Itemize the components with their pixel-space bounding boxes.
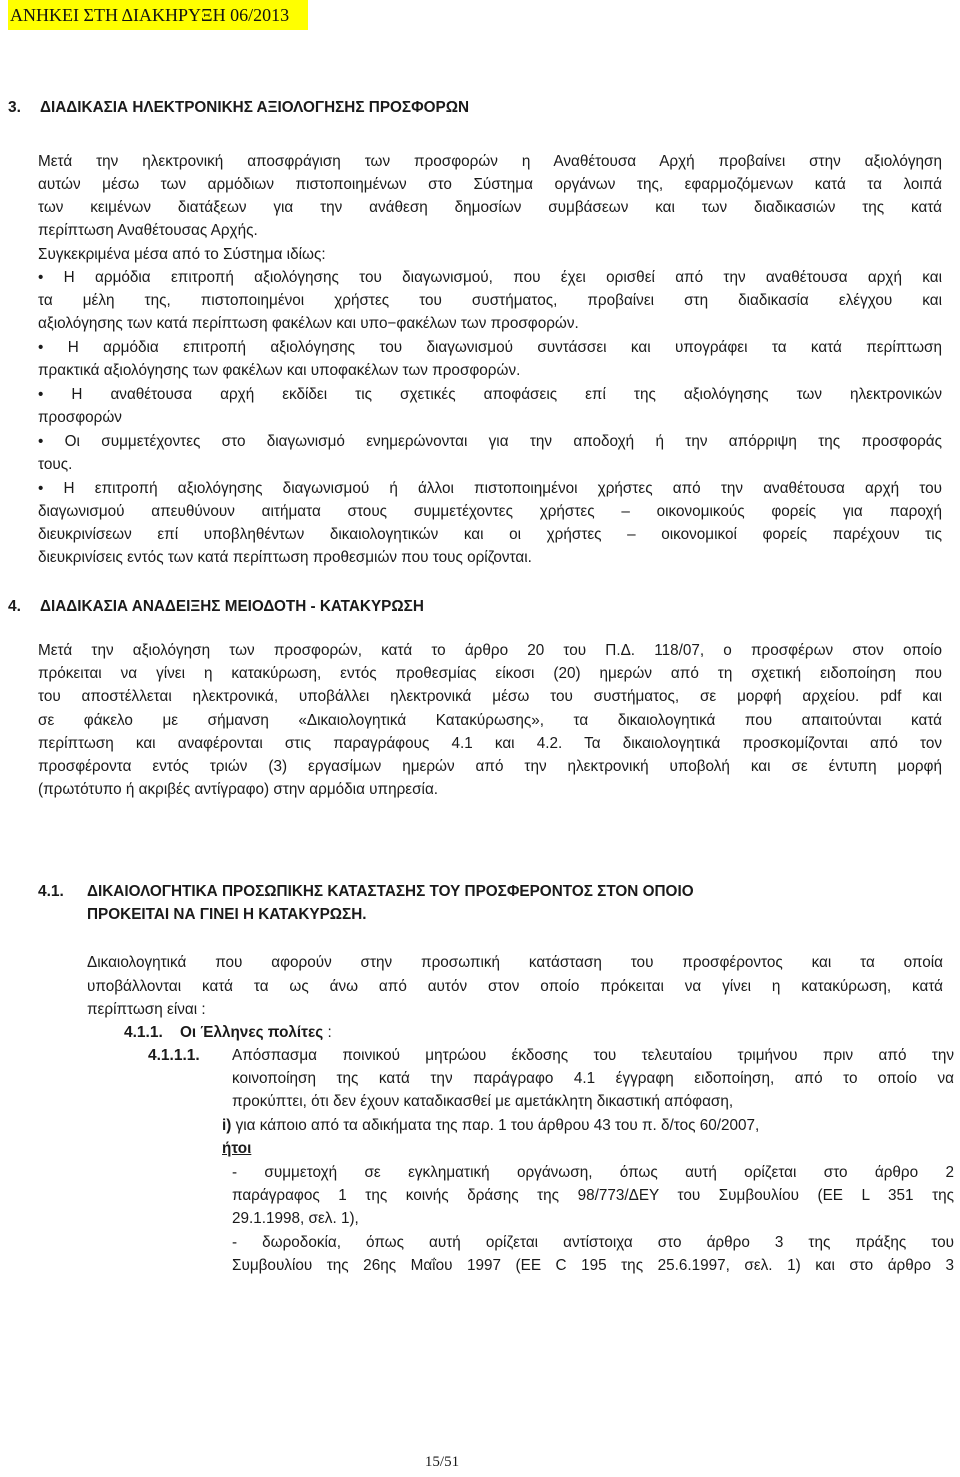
bullet-line: • Η αρμόδια επιτροπή αξιολόγησης του διαγωνισμού, που έχει ορισθεί από την αναθέτουσα αρχή και: [38, 269, 942, 286]
section-4-1-body-line: περίπτωση είναι :: [87, 1001, 206, 1018]
bullet-line: • Οι συμμετέχοντες στο διαγωνισμό ενημερώνονται για την αποδοχή ή την απόρριψη της προσφοράς: [38, 433, 942, 450]
section-4-body-line: σε φάκελο με σήμανση «Δικαιολογητικά Κατακύρωσης», τα δικαιολογητικά που απαιτούνται κατά: [38, 712, 942, 729]
bullet-line: αξιολόγησης των κατά περίπτωση φακέλων και υπο−φακέλων των προσφορών.: [38, 315, 579, 332]
section-4-title: ΔΙΑΔΙΚΑΣΙΑ ΑΝΑΔΕΙΞΗΣ ΜΕΙΟΔΟΤΗ - ΚΑΤΑΚΥΡΩΣΗ: [40, 598, 424, 615]
section-3-intro-line: Μετά την ηλεκτρονική αποσφράγιση των προσφορών η Αναθέτουσα Αρχή προβαίνει στην αξιολόγηση: [38, 153, 942, 170]
document-header: ΑΝΗΚΕΙ ΣΤΗ ΔΙΑΚΗΡΥΞΗ 06/2013: [8, 0, 308, 30]
section-4-1-body-line: υποβάλλονται κατά τα ως άνω από αυτόν στον οποίο πρόκειται να γίνει η κατακύρωση, κατά: [87, 978, 943, 995]
section-4-1-1-title: Οι Έλληνες πολίτες: [180, 1024, 324, 1041]
section-4-1-body-line: Δικαιολογητικά που αφορούν στην προσωπική κατάσταση του προσφέροντος και τα οποία: [87, 954, 943, 971]
eitoi-label: ήτοι: [222, 1140, 252, 1157]
section-3-number: 3.: [8, 99, 21, 116]
section-3-intro-line: αυτών μέσω των αρμόδιων πιστοποιημένων στο Σύστημα οργάνων της, εφαρμοζόμενων κατά τα λοιπά: [38, 176, 942, 193]
bullet-line: • Η αναθέτουσα αρχή εκδίδει τις σχετικές αποφάσεις επί της αξιολόγησης των ηλεκτρονικών: [38, 386, 942, 403]
dash-item-line: παράγραφος 1 της κοινής δράσης της 98/773/ΔΕΥ του Συμβουλίου (ΕΕ L 351 της: [232, 1187, 954, 1204]
section-4-body-line: (πρωτότυπο ή ακριβές αντίγραφο) στην αρμόδια υπηρεσία.: [38, 781, 439, 798]
section-4-1-1-title-wrap: [180, 1022, 332, 1044]
item-i-text: για κάποιο από τα αδικήματα της παρ. 1 του άρθρου 43 του π. δ/τος 60/2007,: [231, 1117, 760, 1134]
bullet-line: διαγωνισμού απευθύνουν αιτήματα στους συμμετέχοντες χρήστες – οικονομικούς φορείς για παροχή: [38, 503, 942, 520]
page-number: 15/51: [424, 1454, 460, 1470]
section-3-intro-line: περίπτωση Αναθέτουσας Αρχής.: [38, 222, 258, 239]
section-4-1-1-1-line: Απόσπασμα ποινικού μητρώου έκδοσης του τελευταίου τριμήνου πριν από την: [232, 1047, 954, 1064]
bullet-line: διευκρινίσεων επί υποβληθέντων δικαιολογητικών και οι χρήστες – οικονομικοί φορείς παρέχουν τις: [38, 526, 942, 543]
section-4-1-1-1-line: προκύπτει, ότι δεν έχουν καταδικασθεί με αμετάκλητη δικαστική απόφαση,: [232, 1093, 734, 1110]
section-4-1-title: ΠΡΟΚΕΙΤΑΙ ΝΑ ΓΙΝΕΙ Η ΚΑΤΑΚΥΡΩΣΗ.: [87, 906, 367, 923]
section-4-1-1-1-number: 4.1.1.1.: [148, 1047, 200, 1064]
bullet-line: • Η αρμόδια επιτροπή αξιολόγησης του διαγωνισμού συντάσσει και υπογράφει τα κατά περίπτωση: [38, 339, 942, 356]
section-3-lead: Συγκεκριμένα μέσα από το Σύστημα ιδίως:: [38, 246, 326, 263]
section-4-1-title: ΔΙΚΑΙΟΛΟΓΗΤΙΚΑ ΠΡΟΣΩΠΙΚΗΣ ΚΑΤΑΣΤΑΣΗΣ ΤΟΥ ΠΡΟΣΦΕΡΟΝΤΟΣ ΣΤΟΝ ΟΠΟΙΟ: [87, 883, 694, 900]
section-4-body-line: περίπτωση και αναφέρονται στις παραγράφους 4.1 και 4.2. Τα δικαιολογητικά προσκομίζονται από τον: [38, 735, 942, 752]
bullet-line: τους.: [38, 456, 73, 473]
section-4-1-1-number: 4.1.1.: [124, 1024, 163, 1041]
bullet-line: τα μέλη της, πιστοποιημένοι χρήστες του συστήματος, προβαίνει στη διαδικασία ελέγχου και: [38, 292, 942, 309]
dash-item-line: 29.1.1998, σελ. 1),: [232, 1210, 359, 1227]
section-4-1-1-suffix: :: [323, 1024, 332, 1041]
dash-item-line: - δωροδοκία, όπως αυτή ορίζεται αντίστοιχα στο άρθρο 3 της πράξης του: [232, 1234, 954, 1251]
section-4-body-line: πρόκειται να γίνει η κατακύρωση, εντός προθεσμίας είκοσι (20) ημερών από τη σχετική ειδοποίηση που: [38, 665, 942, 682]
bullet-line: πρακτικά αξιολόγησης των φακέλων και υποφακέλων των προσφορών.: [38, 362, 521, 379]
section-3-intro-line: των κειμένων διατάξεων για την ανάθεση δημοσίων συμβάσεων και των διαδικασιών της κατά: [38, 199, 942, 216]
dash-item-line: - συμμετοχή σε εγκληματική οργάνωση, όπως αυτή ορίζεται στο άρθρο 2: [232, 1164, 954, 1181]
section-3-title: ΔΙΑΔΙΚΑΣΙΑ ΗΛΕΚΤΡΟΝΙΚΗΣ ΑΞΙΟΛΟΓΗΣΗΣ ΠΡΟΣΦΟΡΩΝ: [40, 99, 470, 116]
section-4-1-1-1-line: κοινοποίηση της κατά την παράγραφο 4.1 έγγραφη ειδοποίηση, από το οποίο να: [232, 1070, 954, 1087]
section-4-body-line: προσφέροντα εντός τριών (3) εργασίμων ημερών από την ηλεκτρονική υποβολή και σε έντυπη μορφή: [38, 758, 942, 775]
bullet-line: • Η επιτροπή αξιολόγησης διαγωνισμού ή άλλοι πιστοποιημένοι χρήστες από την αναθέτουσα αρχή του: [38, 480, 942, 497]
section-4-body-line: του αποστέλλεται ηλεκτρονικά, υποβάλλει ηλεκτρονικά μέσω του συστήματος, σε μορφή αρχείου. pdf και: [38, 688, 942, 705]
bullet-line: διευκρινίσεις εντός των κατά περίπτωση προθεσμιών που τους ορίζονται.: [38, 549, 532, 566]
dash-item-line: Συμβουλίου της 26ης Μαΐου 1997 (ΕΕ C 195 της 25.6.1997, σελ. 1) και στο άρθρο 3: [232, 1257, 954, 1274]
item-i-label: i): [222, 1117, 232, 1134]
bullet-line: προσφορών: [38, 409, 122, 426]
section-4-body-line: Μετά την αξιολόγηση των προσφορών, κατά το άρθρο 20 του Π.Δ. 118/07, ο προσφέρων στον οποίο: [38, 642, 942, 659]
item-i: [222, 1115, 759, 1137]
section-4-number: 4.: [8, 598, 21, 615]
section-4-1-number: 4.1.: [38, 883, 64, 900]
